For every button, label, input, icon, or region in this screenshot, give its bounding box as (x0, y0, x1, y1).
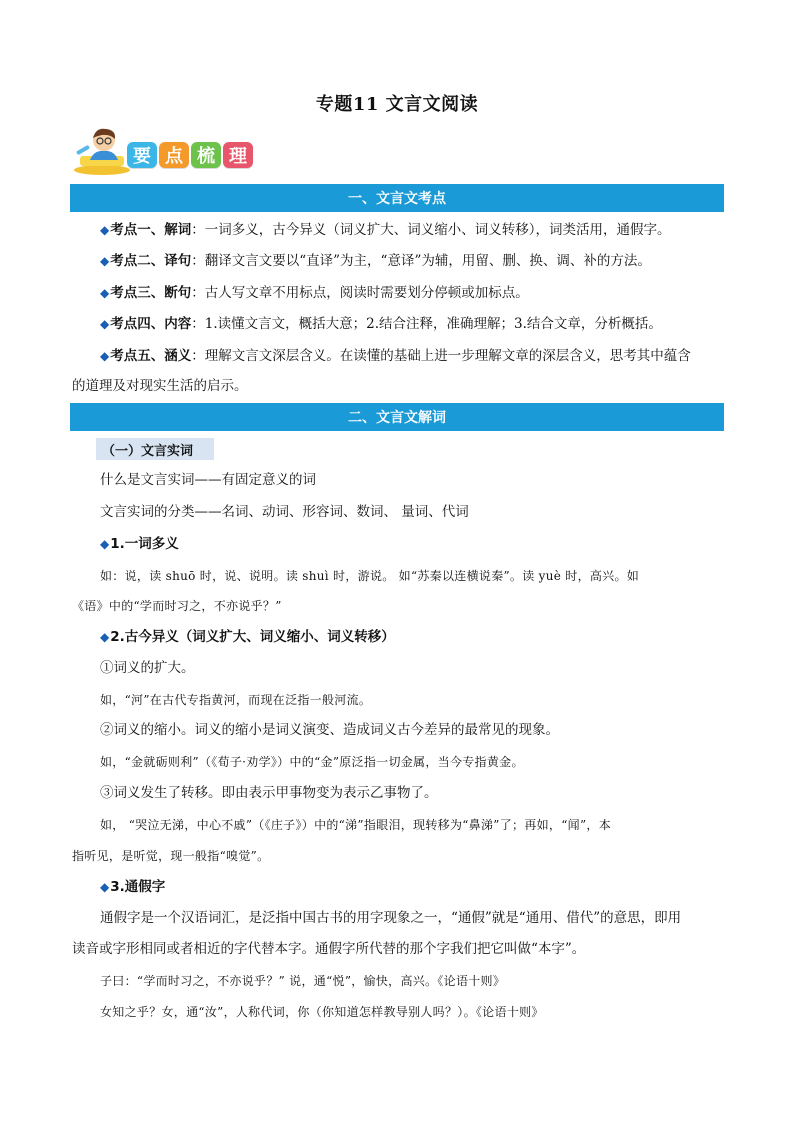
diamond-bullet-icon: ◆ (100, 254, 110, 268)
definition-line-1: 什么是文言实词——有固定意义的词 (100, 472, 316, 488)
diamond-bullet-icon: ◆ (100, 349, 110, 363)
diamond-bullet-icon: ◆ (100, 537, 110, 551)
key-points-logo (72, 126, 262, 176)
exam-point-2: ◆考点二、译句：翻译文言文要以“直译”为主，“意译”为辅，用留、删、换、调、补的方法。 (100, 253, 651, 269)
interchangeable-paragraph-1: 通假字是一个汉语词汇，是泛指中国古书的用字现象之一，“通假”就是“通用、借代”的意思，即用 (100, 910, 682, 926)
diamond-bullet-icon: ◆ (100, 317, 110, 331)
definition-line-2: 文言实词的分类——名词、动词、形容词、数词、 量词、代词 (100, 504, 469, 520)
item-polysemy-title: ◆1.一词多义 (100, 536, 179, 552)
interchangeable-paragraph-2: 读音或字形相同或者相近的字代替本字。通假字所代替的那个字我们把它叫做“本字”。 (72, 941, 586, 957)
interchangeable-example-2: 女知之乎？女，通“汝”，人称代词，你（你知道怎样教导别人吗？）。《论语十则》 (100, 1005, 544, 1019)
exam-point-3: ◆考点三、断句：古人写文章不用标点，阅读时需要划分停顿或加标点。 (100, 285, 529, 301)
diamond-bullet-icon: ◆ (100, 223, 110, 237)
polysemy-example-2: 《语》中的“学而时习之，不亦说乎？” (72, 599, 282, 613)
exam-point-5: ◆考点五、涵义：理解文言文深层含义。在读懂的基础上进一步理解文章的深层含义，思考其中蕴含 (100, 348, 691, 364)
shift-heading: ③词义发生了转移。即由表示甲事物变为表示乙事物了。 (100, 785, 438, 801)
logo-tiles (127, 142, 253, 168)
item-ancient-modern-title: ◆2.古今异义（词义扩大、词义缩小、词义转移） (100, 629, 395, 645)
diamond-bullet-icon: ◆ (100, 286, 110, 300)
logo-tile: 点 (159, 142, 189, 168)
logo-tile: 要 (127, 142, 157, 168)
exam-point-1: ◆考点一、解词：一词多义，古今异义（词义扩大、词义缩小、词义转移），词类活用，通假字。 (100, 222, 671, 238)
interchangeable-example-1: 子曰：“学而时习之，不亦说乎？” 说，通“悦”，愉快，高兴。《论语十则》 (100, 974, 506, 988)
student-writing-icon (72, 126, 132, 176)
expansion-heading: ①词义的扩大。 (100, 660, 195, 676)
shift-example-1: 如， “哭泣无涕，中心不戚”（《庄子》）中的“涕”指眼泪，现转移为“鼻涕”了；再如，“闻”，本 (100, 818, 611, 832)
shift-example-2: 指听见，是听觉，现一般指“嗅觉”。 (72, 849, 270, 863)
diamond-bullet-icon: ◆ (100, 880, 110, 894)
logo-tile: 梳 (191, 142, 221, 168)
subsection-heading: （一）文言实词 (96, 438, 214, 460)
polysemy-example-1: 如：说，读 shuō 时，说、说明。读 shuì 时，游说。 如“苏秦以连横说秦”。读 yuè 时，高兴。如 (100, 569, 640, 583)
page-title: 专题11 文言文阅读 (315, 94, 479, 115)
exam-point-4: ◆考点四、内容：1.读懂文言文，概括大意；2.结合注释，准确理解；3.结合文章，分析概括。 (100, 316, 662, 332)
diamond-bullet-icon: ◆ (100, 630, 110, 644)
section-heading-exam-points: 一、文言文考点 (70, 184, 724, 212)
exam-point-5-continued: 的道理及对现实生活的启示。 (72, 378, 248, 394)
narrowing-example: 如，“金就砺则利”（《荀子·劝学》）中的“金”原泛指一切金属，当今专指黄金。 (100, 755, 524, 769)
narrowing-heading: ②词义的缩小。词义的缩小是词义演变、造成词义古今差异的最常见的现象。 (100, 722, 559, 738)
expansion-example: 如，“河”在古代专指黄河，而现在泛指一般河流。 (100, 693, 372, 707)
item-interchangeable-title: ◆3.通假字 (100, 879, 166, 895)
logo-tile: 理 (223, 142, 253, 168)
section-heading-word-explanation: 二、文言文解词 (70, 403, 724, 431)
